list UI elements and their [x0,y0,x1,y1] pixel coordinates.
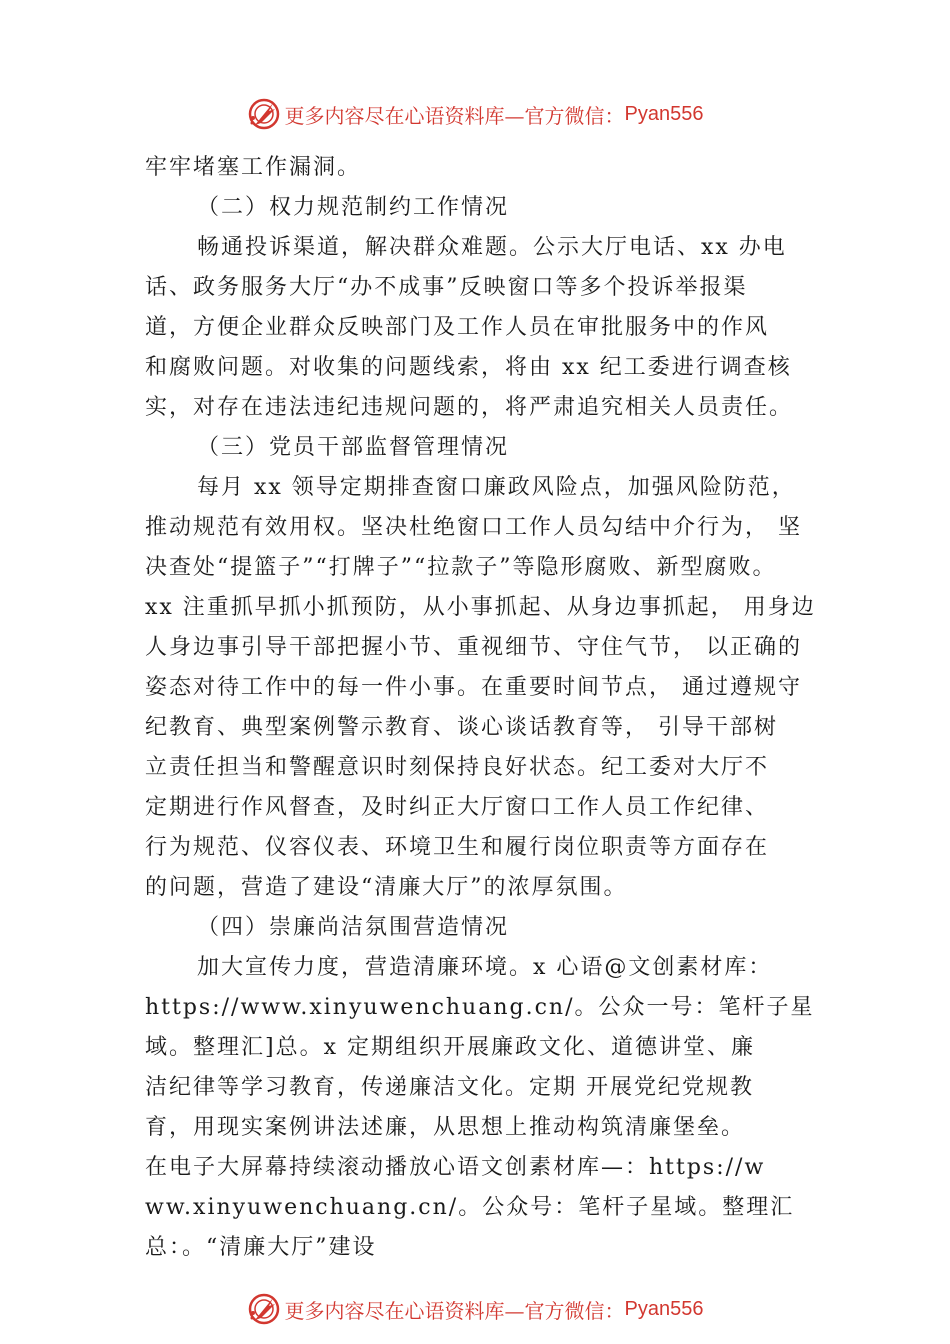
text-line: 牢牢堵塞工作漏洞。 [145,155,362,180]
text-line: https://www.xinyuwenchuang.cn/。公众一号：笔杆子星 [145,995,815,1020]
text-line: 育，用现实案例讲法述廉，从思想上推动构筑清廉堡垒。 [145,1115,746,1140]
text-line: 和腐败问题。对收集的问题线索，将由 xx 纪工委进行调查核 [145,355,792,380]
text-line: xx 注重抓早抓小抓预防，从小事抓起、从身边事抓起， 用身边 [145,595,816,620]
text-line: 每月 xx 领导定期排查窗口廉政风险点，加强风险防范， [197,475,796,500]
text-line: 立责任担当和警醒意识时刻保持良好状态。纪工委对大厅不 [145,755,770,780]
text-line: 推动规范有效用权。坚决杜绝窗口工作人员勾结中介行为， 坚 [145,515,802,540]
text-line: 加大宣传力度，营造清廉环境。x 心语@文创素材库： [197,955,773,980]
text-line: 的问题，营造了建设“清廉大厅”的浓厚氛围。 [145,875,628,900]
banner-wechat-label: 官方微信： [524,1298,625,1323]
text-line: 决查处“提篮子”“打牌子”“拉款子”等隐形腐败、新型腐败。 [145,555,777,580]
text-line: 定期进行作风督查，及时纠正大厅窗口工作人员工作纪律、 [145,795,770,820]
text-line: 洁纪律等学习教育，传递廉洁文化。定期 开展党纪党规教 [145,1075,754,1100]
document-body [145,148,820,1268]
quill-logo-icon [247,97,281,131]
text-line: 人身边事引导干部把握小节、重视细节、守住气节， 以正确的 [145,635,802,660]
banner-text: 更多内容尽在心语资料库— [284,103,525,128]
text-line: ww.xinyuwenchuang.cn/。公众号：笔杆子星域。整理汇 [145,1195,795,1220]
header-watermark-banner [0,94,950,134]
text-line: 道，方便企业群众反映部门及工作人员在审批服务中的作风 [145,315,770,340]
text-line: 总：。“清廉大厅”建设 [145,1235,377,1260]
text-line: 畅通投诉渠道，解决群众难题。公示大厅电话、xx 办电 [197,235,787,260]
text-line: 行为规范、仪容仪表、环境卫生和履行岗位职责等方面存在 [145,835,770,860]
text-line: 域。整理汇]总。x 定期组织开展廉政文化、道德讲堂、廉 [145,1035,755,1060]
text-line: 纪教育、典型案例警示教育、谈心谈话教育等， 引导干部树 [145,715,778,740]
text-line: 姿态对待工作中的每一件小事。在重要时间节点， 通过遵规守 [145,675,802,700]
section-heading: （四）崇廉尚洁氛围营造情况 [197,915,510,940]
section-heading: （二）权力规范制约工作情况 [197,195,510,220]
banner-text: 更多内容尽在心语资料库— [284,1298,525,1323]
section-heading: （三）党员干部监督管理情况 [197,435,510,460]
banner-wechat-label: 官方微信： [524,103,625,128]
text-line: 实，对存在违法违纪违规问题的，将严肃追究相关人员责任。 [145,395,794,420]
quill-logo-icon [247,1292,281,1326]
text-line: 话、政务服务大厅“办不成事”反映窗口等多个投诉举报渠 [145,275,748,300]
text-line: 在电子大屏幕持续滚动播放心语文创素材库—：https://w [145,1155,766,1180]
banner-wechat-id: Pyan556 [624,102,704,125]
footer-watermark-banner [0,1289,950,1329]
banner-wechat-id: Pyan556 [624,1297,704,1320]
